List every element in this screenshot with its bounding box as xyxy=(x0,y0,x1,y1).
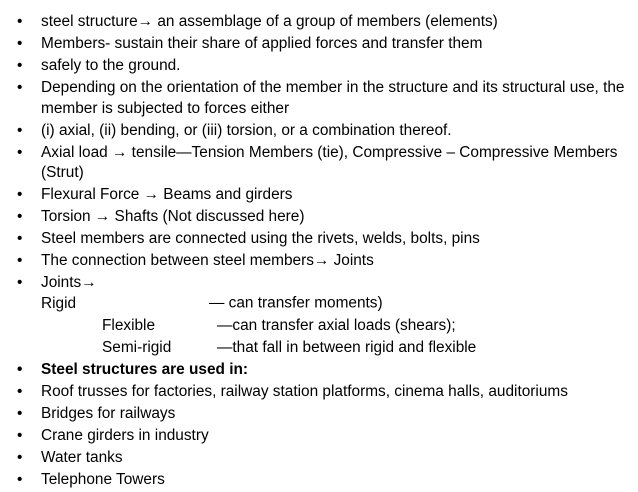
list-item xyxy=(0,251,638,272)
item-text: The connection between steel members xyxy=(41,252,314,269)
joint-desc: —that fall in between rigid and flexible xyxy=(217,338,477,356)
list-item xyxy=(0,121,638,142)
item-text: Crane girders in industry xyxy=(41,426,209,444)
joint-type: Semi-rigid xyxy=(102,338,172,356)
item-text: Beams and girders xyxy=(159,186,293,203)
list-item xyxy=(0,12,638,33)
joint-desc: — can transfer moments) xyxy=(209,294,383,312)
item-text: Shafts (Not discussed here) xyxy=(110,208,305,225)
list-item xyxy=(0,207,638,228)
arrow-icon: → xyxy=(81,274,97,291)
joints-row xyxy=(0,338,638,359)
list-item xyxy=(0,34,638,55)
list-item xyxy=(0,426,638,447)
arrow-icon: → xyxy=(143,186,160,203)
arrow-icon: → xyxy=(313,252,330,269)
arrow-icon: → xyxy=(137,13,154,30)
joint-desc: —can transfer axial loads (shears); xyxy=(217,316,456,334)
joint-type: Flexible xyxy=(102,316,156,334)
joint-type: Rigid xyxy=(41,294,77,312)
item-text: Steel members are connected using the rivets, welds, bolts, pins xyxy=(41,230,480,247)
list-item xyxy=(0,448,638,469)
list-item xyxy=(0,56,638,77)
joints-item xyxy=(0,273,638,314)
joints-label: Joints xyxy=(41,274,82,291)
arrow-icon: → xyxy=(112,143,128,161)
item-text: Flexural Force xyxy=(41,186,144,203)
uses-heading xyxy=(0,360,638,381)
item-text: Water tanks xyxy=(41,448,123,466)
bullet-list xyxy=(0,12,638,492)
item-text: Bridges for railways xyxy=(41,404,176,422)
item-text: safely to the ground. xyxy=(41,57,181,74)
list-item xyxy=(0,404,638,425)
item-text: Torsion xyxy=(41,208,95,225)
item-text: Members- sustain their share of applied forces and transfer them xyxy=(41,35,483,52)
item-text: Depending on the orientation of the member in the structure and its structural use, the member is subjected to forces either xyxy=(41,79,625,117)
heading-text: Steel structures are used in: xyxy=(41,360,248,378)
item-text: tensile—Tension Members (tie), Compressive – Compressive Members (Strut) xyxy=(41,143,618,181)
item-text: Roof trusses for factories, railway station platforms, cinema halls, auditoriums xyxy=(41,382,568,400)
item-text: an assemblage of a group of members (elements) xyxy=(153,13,498,30)
item-text: steel structure xyxy=(41,13,138,30)
list-item xyxy=(0,143,638,184)
list-item xyxy=(0,470,638,491)
list-item xyxy=(0,382,638,403)
item-text: (i) axial, (ii) bending, or (iii) torsion, or a combination thereof. xyxy=(41,121,452,139)
item-text: Axial load xyxy=(41,143,113,161)
arrow-icon: → xyxy=(94,208,111,225)
list-item xyxy=(0,78,638,119)
joints-row xyxy=(0,316,638,337)
item-text: Telephone Towers xyxy=(41,470,165,488)
list-item xyxy=(0,185,638,206)
list-item xyxy=(0,229,638,250)
item-text: Joints xyxy=(329,252,374,269)
